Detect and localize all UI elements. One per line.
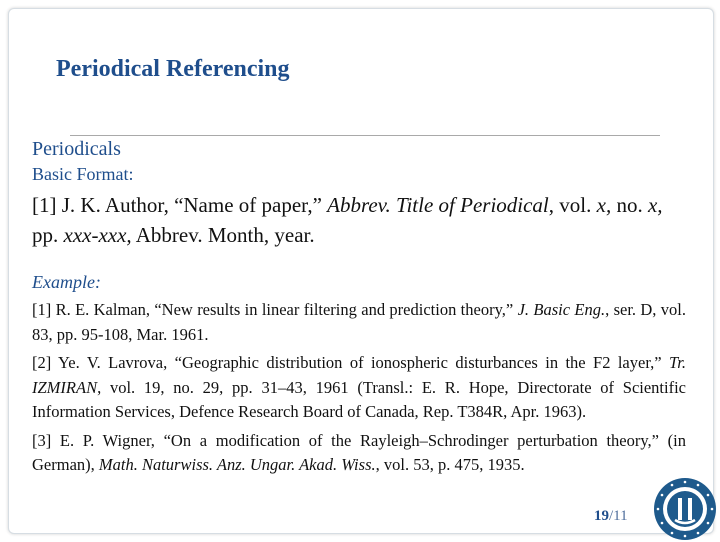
basic-format-text: [1] J. K. Author, “Name of paper,” Abbrev. Title of Periodical, vol. x, no. x, pp. xxx-xxx, Abbrev. Month, year. [32, 193, 663, 247]
subheading: Periodicals [32, 138, 121, 160]
format-label: Basic Format: [32, 164, 134, 184]
slide-number [594, 508, 628, 525]
reference-item: [2] Ye. V. Lavrova, “Geographic distribution of ionospheric disturbances in the F2 layer,” Tr. IZMIRAN, vol. 19, no. 29, pp. 31–43, 1961 (Transl.: E. R. Hope, Directorate of Scientific Information Services, Defence Research Board of Canada, Rep. T384R, Apr. 1963). [32, 353, 686, 421]
reference-item: [3] E. P. Wigner, “On a modification of the Rayleigh–Schrodinger perturbation theory,” (in German), Math. Naturwiss. Anz. Ungar. Akad. Wiss., vol. 53, p. 475, 1935. [32, 430, 686, 474]
slide-number-current: 19 [594, 508, 609, 524]
reference-list [32, 298, 686, 482]
example-label: Example: [32, 272, 101, 292]
university-seal-icon [652, 476, 718, 542]
slide-title: Periodical Referencing [56, 56, 290, 82]
slide-number-total: /11 [609, 508, 628, 524]
title-divider [70, 135, 660, 136]
reference-item: [1] R. E. Kalman, “New results in linear filtering and prediction theory,” J. Basic Eng., ser. D, vol. 83, pp. 95-108, Mar. 1961. [32, 300, 686, 344]
